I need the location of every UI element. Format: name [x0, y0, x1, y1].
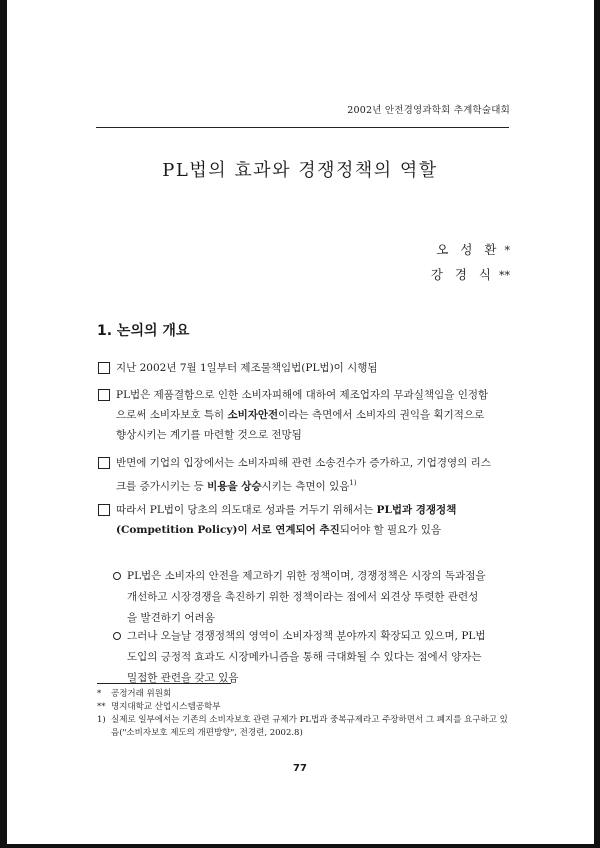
bullet-1-line-3: 을 발견하기 어려움 — [127, 612, 215, 624]
footnotes — [97, 688, 509, 740]
item-3-line-2 — [116, 473, 510, 497]
item-3-line-1: 반면에 기업의 입장에서는 소비자피해 관련 소송건수가 증가하고, 기업경영의 리스 — [116, 457, 491, 469]
author-1 — [431, 238, 510, 263]
item-4-line-2-b: 되어야 할 필요가 있음 — [339, 524, 442, 536]
item-2-emphasis: 소비자안전 — [227, 409, 279, 421]
checkbox-square-icon — [98, 362, 110, 374]
item-2-line-2 — [116, 405, 510, 425]
running-header: 2002년 안전경영과학회 추계학술대회 — [347, 105, 510, 116]
item-2-line-1: PL법은 제품결함으로 인한 소비자피해에 대하여 제조업자의 무과실책임을 인정함 — [116, 389, 489, 401]
footnote-2-text: 명지대학교 산업시스템공학부 — [111, 702, 221, 712]
item-2-line-2-a: 으로써 소비자보호 특히 — [116, 409, 228, 421]
item-4-emphasis-2: (Competition Policy)이 서로 연계되어 추진 — [116, 524, 340, 536]
checklist-item-3 — [98, 453, 510, 497]
item-4-line-1-a: 따라서 PL법이 당초의 의도대로 성과를 거두기 위해서는 — [116, 504, 377, 516]
scan-border-right — [594, 0, 600, 848]
header-rule — [96, 127, 509, 128]
item-3-line-2-c: 시키는 측면이 있음 — [261, 480, 350, 493]
footnote-ref-1: 1) — [349, 479, 357, 487]
footnote-2 — [97, 701, 509, 714]
author-2 — [431, 263, 510, 288]
item-3-line-2-a: 크를 증가시키는 등 — [116, 480, 208, 493]
author-1-mark: * — [504, 244, 510, 257]
item-1-line-1: 지난 2002년 7월 1일부터 제조물책임법(PL법)이 시행됨 — [116, 362, 378, 374]
item-4-line-1 — [116, 504, 456, 516]
bullet-1-line-1: PL법은 소비자의 안전을 제고하기 위한 정책이며, 경쟁정책은 시장의 독과점을 — [127, 570, 486, 582]
footnote-1-text: 공정거래 위원회 — [111, 689, 172, 699]
item-2-line-3: 향상시키는 계기를 마련할 것으로 전망됨 — [116, 429, 302, 441]
page-number: 77 — [293, 763, 307, 774]
footnote-rule — [97, 683, 231, 684]
checklist-item-4 — [98, 500, 510, 540]
checklist-item-1 — [98, 358, 510, 378]
paper-title: PL법의 효과와 경쟁정책의 역할 — [162, 160, 438, 181]
footnote-1-mark: * — [97, 689, 102, 699]
bullet-2-line-1: 그러나 오늘날 경쟁정책의 영역이 소비자정책 분야까지 확장되고 있으며, PL법 — [127, 630, 486, 642]
item-2-line-2-c: 이라는 측면에서 소비자의 권익을 획기적으로 — [278, 409, 485, 421]
checkbox-square-icon — [98, 457, 110, 469]
bullet-1-line-2: 개선하고 시장경쟁을 촉진하기 위한 정책이라는 점에서 외견상 뚜렷한 관련성 — [127, 591, 479, 603]
sub-bullet-1 — [113, 566, 507, 629]
author-2-name: 강 경 식 — [430, 267, 495, 282]
scan-border-left — [0, 0, 7, 848]
item-3-emphasis: 비용을 상승 — [207, 480, 262, 493]
checkbox-square-icon — [98, 504, 110, 516]
bullet-2-line-3: 밀접한 관련을 갖고 있음 — [127, 672, 239, 684]
scan-border-bottom — [0, 844, 600, 848]
item-4-emphasis-1: PL법과 경쟁정책 — [376, 504, 457, 516]
circle-bullet-icon — [113, 572, 121, 580]
footnote-3 — [97, 714, 509, 740]
section-heading: 1. 논의의 개요 — [97, 323, 190, 339]
sub-bullet-2 — [113, 626, 507, 689]
footnote-3-text: 실제로 일부에서는 기존의 소비자보호 관련 규제가 PL법과 중복규제라고 주장하면서 그 폐지를 요구하고 있음("소비자보호 제도의 개편방향", 전경련, 2002.8) — [111, 715, 508, 738]
bullet-2-line-2: 도입의 긍정적 효과도 시장메카니즘을 통해 극대화될 수 있다는 점에서 양자는 — [127, 651, 482, 663]
item-4-line-2 — [116, 520, 510, 540]
checkbox-square-icon — [98, 389, 110, 401]
footnote-3-mark: 1) — [97, 715, 106, 725]
author-1-name: 오 성 환 — [436, 242, 501, 257]
circle-bullet-icon — [113, 632, 121, 640]
footnote-1 — [97, 688, 509, 701]
checklist-item-2 — [98, 385, 510, 445]
author-2-mark: ** — [499, 269, 510, 282]
footnote-2-mark: ** — [97, 702, 106, 712]
author-block — [431, 238, 510, 288]
